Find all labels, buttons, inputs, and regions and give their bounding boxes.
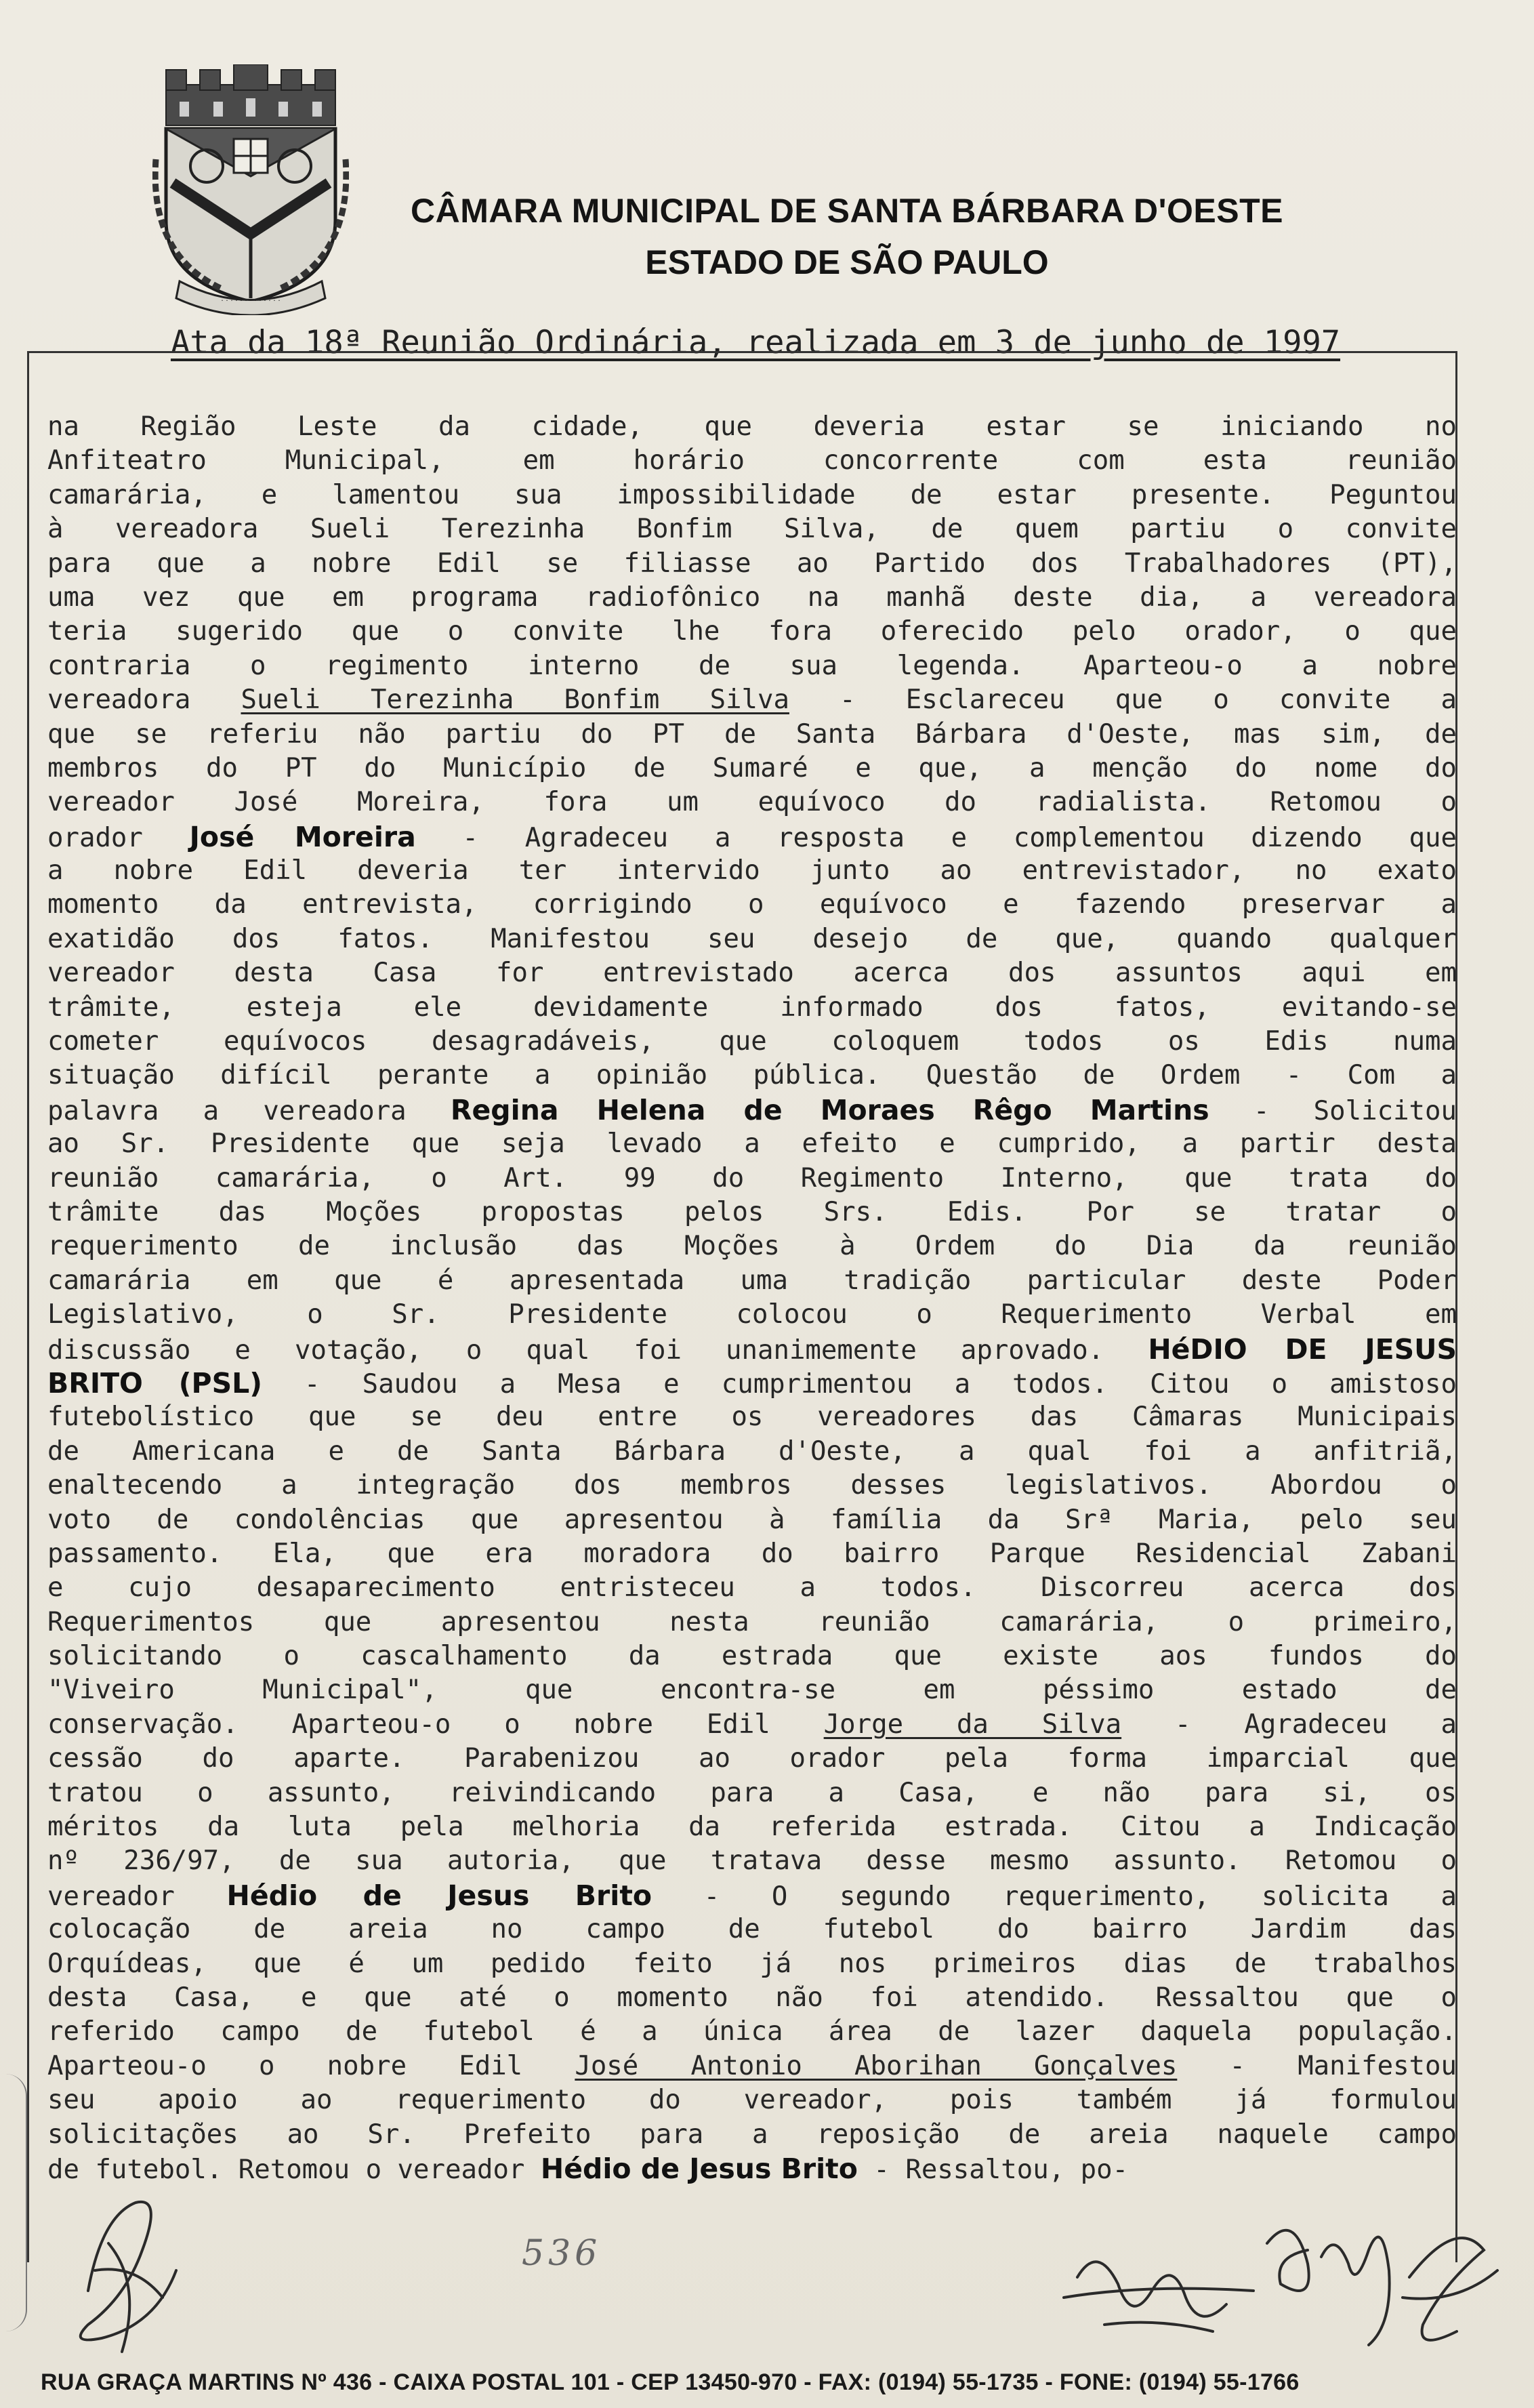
text-line (47, 1469, 1457, 1503)
text-fragment: de futebol. Retomou o vereador (47, 2154, 541, 2185)
text-line (47, 649, 1457, 683)
text-fragment: Requerimentos que apresentou nesta reunião camarária, o primeiro, (47, 1606, 1457, 1637)
text-fragment: vereador (47, 1881, 227, 1912)
text-fragment: - Saudou a Mesa e cumprimentou a todos. Citou o amistoso (262, 1368, 1457, 1400)
text-fragment: vereador desta Casa for entrevistado acerca dos assuntos aqui em (47, 958, 1457, 989)
text-fragment: - Solicitou (1209, 1095, 1457, 1126)
handwritten-page-number: 536 (522, 2233, 602, 2274)
text-line (47, 2083, 1457, 2117)
text-fragment: camarária, e lamentou sua impossibilidade de estar presente. Peguntou (47, 479, 1457, 510)
speaker-name: HéDIO DE JESUS (1148, 1332, 1457, 1366)
text-line (47, 410, 1457, 444)
text-fragment: ao Sr. Presidente que seja levado a efeito e cumprido, a partir desta (47, 1128, 1457, 1160)
text-fragment: Orquídeas, que é um pedido feito já nos primeiros dias de trabalhos (47, 1948, 1457, 1979)
page-fold-mark (5, 2074, 27, 2331)
speaker-name: Hédio de Jesus Brito (226, 1879, 652, 1912)
underlined-name: Sueli Terezinha Bonfim Silva (241, 685, 789, 716)
text-fragment: cometer equívocos desagradáveis, que coloquem todos os Edis numa (47, 1026, 1457, 1057)
text-line (47, 1366, 1457, 1400)
text-fragment: - Agradeceu a resposta e complementou dizendo que (415, 822, 1457, 853)
text-fragment: vereadora (47, 685, 241, 716)
text-line (47, 1708, 1457, 1742)
text-fragment: desta Casa, e que até o momento não foi atendido. Ressaltou que o (47, 1982, 1457, 2013)
text-line (47, 1639, 1457, 1673)
text-line (47, 922, 1457, 956)
text-fragment: contraria o regimento interno de sua legenda. Aparteou-o a nobre (47, 650, 1457, 681)
document-title: Ata da 18ª Reunião Ordinária, realizada em 3 de junho de 1997 (170, 324, 1341, 361)
text-fragment: solicitando o cascalhamento da estrada que existe aos fundos do (47, 1641, 1457, 1672)
text-fragment: futebolístico que se deu entre os vereadores das Câmaras Municipais (47, 1402, 1457, 1433)
text-line (47, 547, 1457, 581)
text-line (47, 1844, 1457, 1878)
text-line (47, 615, 1457, 649)
text-fragment: vereador José Moreira, fora um equívoco do radialista. Retomou o (47, 787, 1457, 818)
text-line (47, 1503, 1457, 1537)
minutes-body-text (47, 410, 1457, 2186)
text-line (47, 1947, 1457, 1981)
text-fragment: uma vez que em programa radiofônico na manhã deste dia, a vereadora (47, 581, 1457, 613)
text-line (47, 1879, 1457, 1913)
text-fragment: membros do PT do Município de Sumaré e que, a menção do nome do (47, 752, 1457, 783)
text-fragment: referido campo de futebol é a única área de lazer daquela população. (47, 2016, 1457, 2047)
text-line (47, 991, 1457, 1025)
text-line (47, 785, 1457, 819)
text-fragment: - O segundo requerimento, solicita a (652, 1881, 1457, 1912)
text-fragment: de Americana e de Santa Bárbara d'Oeste, a qual foi a anfitriã, (47, 1435, 1457, 1467)
text-fragment: exatidão dos fatos. Manifestou seu desejo de que, quando qualquer (47, 923, 1457, 954)
speaker-name: Regina Helena de Moraes Rêgo Martins (450, 1093, 1209, 1126)
text-line (47, 2118, 1457, 2152)
text-fragment: que se referiu não partiu do PT de Santa Bárbara d'Oeste, mas sim, de (47, 718, 1457, 750)
text-fragment: - Agradeceu a (1121, 1709, 1457, 1740)
text-fragment: colocação de areia no campo de futebol do bairro Jardim das (47, 1914, 1457, 1945)
text-fragment: voto de condolências que apresentou à família da Srª Maria, pelo seu (47, 1504, 1457, 1535)
text-fragment: solicitações ao Sr. Prefeito para a reposição de areia naquele campo (47, 2119, 1457, 2150)
text-line (47, 1435, 1457, 1469)
text-fragment: na Região Leste da cidade, que deveria estar se iniciando no (47, 411, 1457, 442)
text-fragment: trâmite das Moções propostas pelos Srs. Edis. Por se tratar o (47, 1196, 1457, 1227)
text-line (47, 1196, 1457, 1229)
text-fragment: enaltecendo a integração dos membros desses legislativos. Abordou o (47, 1470, 1457, 1501)
text-line (47, 1093, 1457, 1127)
text-line (47, 2049, 1457, 2083)
signatures-area (61, 2189, 1511, 2365)
underlined-name: Jorge da Silva (823, 1709, 1122, 1740)
speaker-name: BRITO (PSL) (47, 1366, 262, 1400)
text-line (47, 2152, 1457, 2186)
text-line (47, 581, 1457, 615)
text-fragment: orador (47, 822, 190, 853)
text-line (47, 718, 1457, 752)
text-line (47, 956, 1457, 990)
text-fragment: requerimento de inclusão das Moções à Ordem do Dia da reunião (47, 1231, 1457, 1262)
text-fragment: méritos da luta pela melhoria da referida estrada. Citou a Indicação (47, 1812, 1457, 1843)
text-line (47, 1229, 1457, 1263)
frame-top-line (27, 351, 1457, 353)
text-line (47, 1298, 1457, 1332)
text-line (47, 1606, 1457, 1639)
text-line (47, 1025, 1457, 1059)
text-line (47, 478, 1457, 512)
text-fragment: - Manifestou (1177, 2050, 1457, 2081)
text-fragment: para que a nobre Edil se filiasse ao Partido dos Trabalhadores (PT), (47, 548, 1457, 579)
text-line (47, 888, 1457, 922)
text-fragment: tratou o assunto, reivindicando para a Casa, e não para si, os (47, 1777, 1457, 1808)
signature-right (1267, 2230, 1497, 2345)
footer-address (41, 2369, 1511, 2396)
text-line (47, 1571, 1457, 1605)
svg-text:· · · · · · · · · · · · ·: · · · · · · · · · · · · · (221, 296, 281, 305)
organization-state: ESTADO DE SÃO PAULO (645, 243, 1049, 281)
footer-address-text: RUA GRAÇA MARTINS Nº 436 - CAIXA POSTAL 101 - CEP 13450-970 - FAX: (0194) 55-1735 - FONE: (0194) 55-1766 (41, 2369, 1300, 2395)
text-line (47, 683, 1457, 717)
text-line (47, 1673, 1457, 1707)
text-line (47, 1913, 1457, 1946)
underlined-name: José Antonio Aborihan Gonçalves (575, 2050, 1178, 2081)
text-fragment: discussão e votação, o qual foi unanimemente aprovado. (47, 1334, 1148, 1366)
text-line (47, 1776, 1457, 1810)
text-line (47, 1742, 1457, 1776)
signature-center-right (1064, 2262, 1253, 2331)
text-line (47, 1162, 1457, 1196)
text-fragment: à vereadora Sueli Terezinha Bonfim Silva, de quem partiu o convite (47, 514, 1457, 545)
municipal-coat-of-arms-icon (152, 64, 349, 315)
text-fragment: seu apoio ao requerimento do vereador, pois também já formulou (47, 2085, 1457, 2116)
text-line (47, 1127, 1457, 1161)
text-fragment: conservação. Aparteou-o o nobre Edil (47, 1709, 824, 1740)
text-fragment: Anfiteatro Municipal, em horário concorrente com esta reunião (47, 445, 1457, 476)
text-line (47, 444, 1457, 478)
speaker-name: José Moreira (189, 820, 416, 853)
text-fragment: passamento. Ela, que era moradora do bairro Parque Residencial Zabani (47, 1538, 1457, 1569)
text-line (47, 1981, 1457, 2015)
text-line (47, 1400, 1457, 1434)
text-fragment: camarária em que é apresentada uma tradição particular deste Poder (47, 1265, 1457, 1296)
text-fragment: - Ressaltou, po- (857, 2154, 1129, 2185)
text-line (47, 2015, 1457, 2049)
speaker-name: Hédio de Jesus Brito (540, 2152, 858, 2185)
text-line (47, 1059, 1457, 1093)
text-fragment: reunião camarária, o Art. 99 do Regimento Interno, que trata do (47, 1162, 1457, 1193)
text-line (47, 1332, 1457, 1366)
text-fragment: - Esclareceu que o convite a (789, 685, 1457, 716)
text-fragment: "Viveiro Municipal", que encontra-se em péssimo estado de (47, 1675, 1457, 1706)
organization-name: CÂMARA MUNICIPAL DE SANTA BÁRBARA D'OESTE (411, 192, 1283, 230)
text-line (47, 1810, 1457, 1844)
text-fragment: e cujo desaparecimento entristeceu a todos. Discorreu acerca dos (47, 1572, 1457, 1604)
text-fragment: trâmite, esteja ele devidamente informado dos fatos, evitando-se (47, 992, 1457, 1023)
text-fragment: teria sugerido que o convite lhe fora oferecido pelo orador, o que (47, 616, 1457, 647)
text-fragment: cessão do aparte. Parabenizou ao orador pela forma imparcial que (47, 1743, 1457, 1774)
frame-left-line (27, 351, 29, 2262)
text-line (47, 512, 1457, 546)
text-fragment: nº 236/97, de sua autoria, que tratava desse mesmo assunto. Retomou o (47, 1845, 1457, 1877)
text-line (47, 854, 1457, 888)
text-fragment: palavra a vereadora (47, 1095, 451, 1126)
text-fragment: Aparteou-o o nobre Edil (47, 2050, 575, 2081)
text-fragment: a nobre Edil deveria ter intervido junto ao entrevistador, no exato (47, 855, 1457, 886)
text-fragment: momento da entrevista, corrigindo o equívoco e fazendo preservar a (47, 889, 1457, 920)
text-line (47, 1264, 1457, 1298)
text-line (47, 820, 1457, 854)
signature-left (81, 2202, 176, 2352)
text-line (47, 1537, 1457, 1571)
text-fragment: situação difícil perante a opinião pública. Questão de Ordem - Com a (47, 1060, 1457, 1091)
text-line (47, 752, 1457, 785)
text-fragment: Legislativo, o Sr. Presidente colocou o Requerimento Verbal em (47, 1299, 1457, 1330)
